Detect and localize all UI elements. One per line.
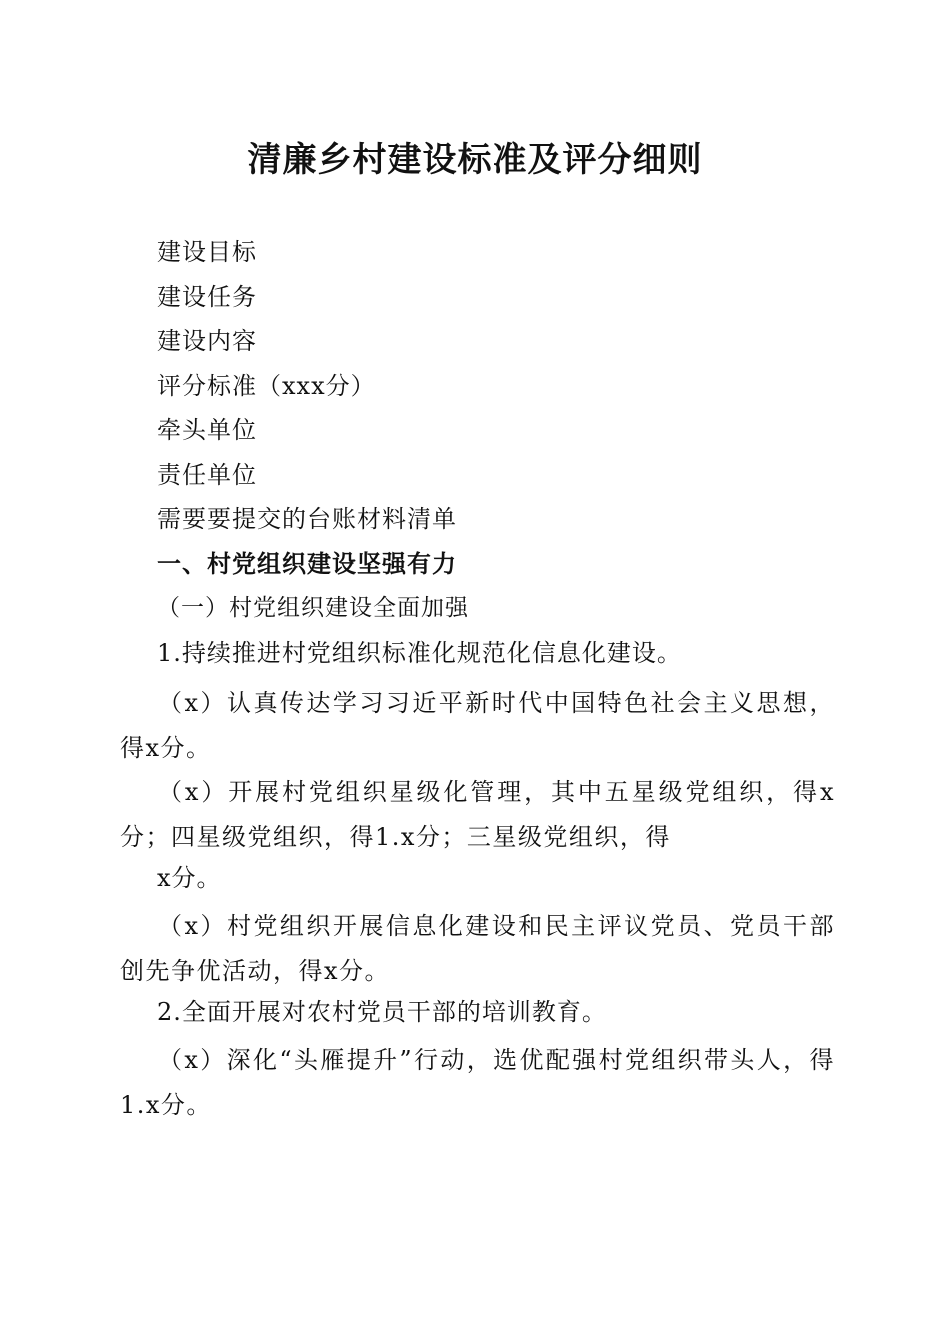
section-heading: 一、村党组织建设坚强有力	[157, 550, 457, 578]
outline-item-responsible-unit: 责任单位	[157, 461, 257, 489]
criterion-2-1: （x）深化“头雁提升”行动，选优配强村党组织带头人，得1.x分。	[120, 1046, 835, 1119]
outline-item-scoring-standard: 评分标准（xxx分）	[157, 372, 376, 400]
item-1-text: 1.持续推进村党组织标准化规范化信息化建设。	[157, 639, 682, 667]
outline-item-lead-unit: 牵头单位	[157, 416, 257, 444]
subsection-heading: （一）村党组织建设全面加强	[157, 595, 469, 621]
criterion-1-3: （x）村党组织开展信息化建设和民主评议党员、党员干部创先争优活动，得x分。	[120, 912, 835, 985]
document-title: 清廉乡村建设标准及评分细则	[247, 140, 703, 180]
outline-item-tasks: 建设任务	[157, 283, 257, 311]
criterion-1-1: （x）认真传达学习习近平新时代中国特色社会主义思想，得x分。	[120, 689, 835, 762]
criterion-1-2-continuation: x分。	[157, 864, 222, 892]
item-2-text: 2.全面开展对农村党员干部的培训教育。	[157, 998, 607, 1026]
outline-item-materials-list: 需要要提交的台账材料清单	[157, 505, 457, 533]
criterion-1-2: （x）开展村党组织星级化管理，其中五星级党组织，得x分；四星级党组织，得1.x分；三星级党组织，得	[120, 778, 835, 851]
outline-item-content: 建设内容	[157, 327, 257, 355]
outline-item-goal: 建设目标	[157, 238, 257, 266]
